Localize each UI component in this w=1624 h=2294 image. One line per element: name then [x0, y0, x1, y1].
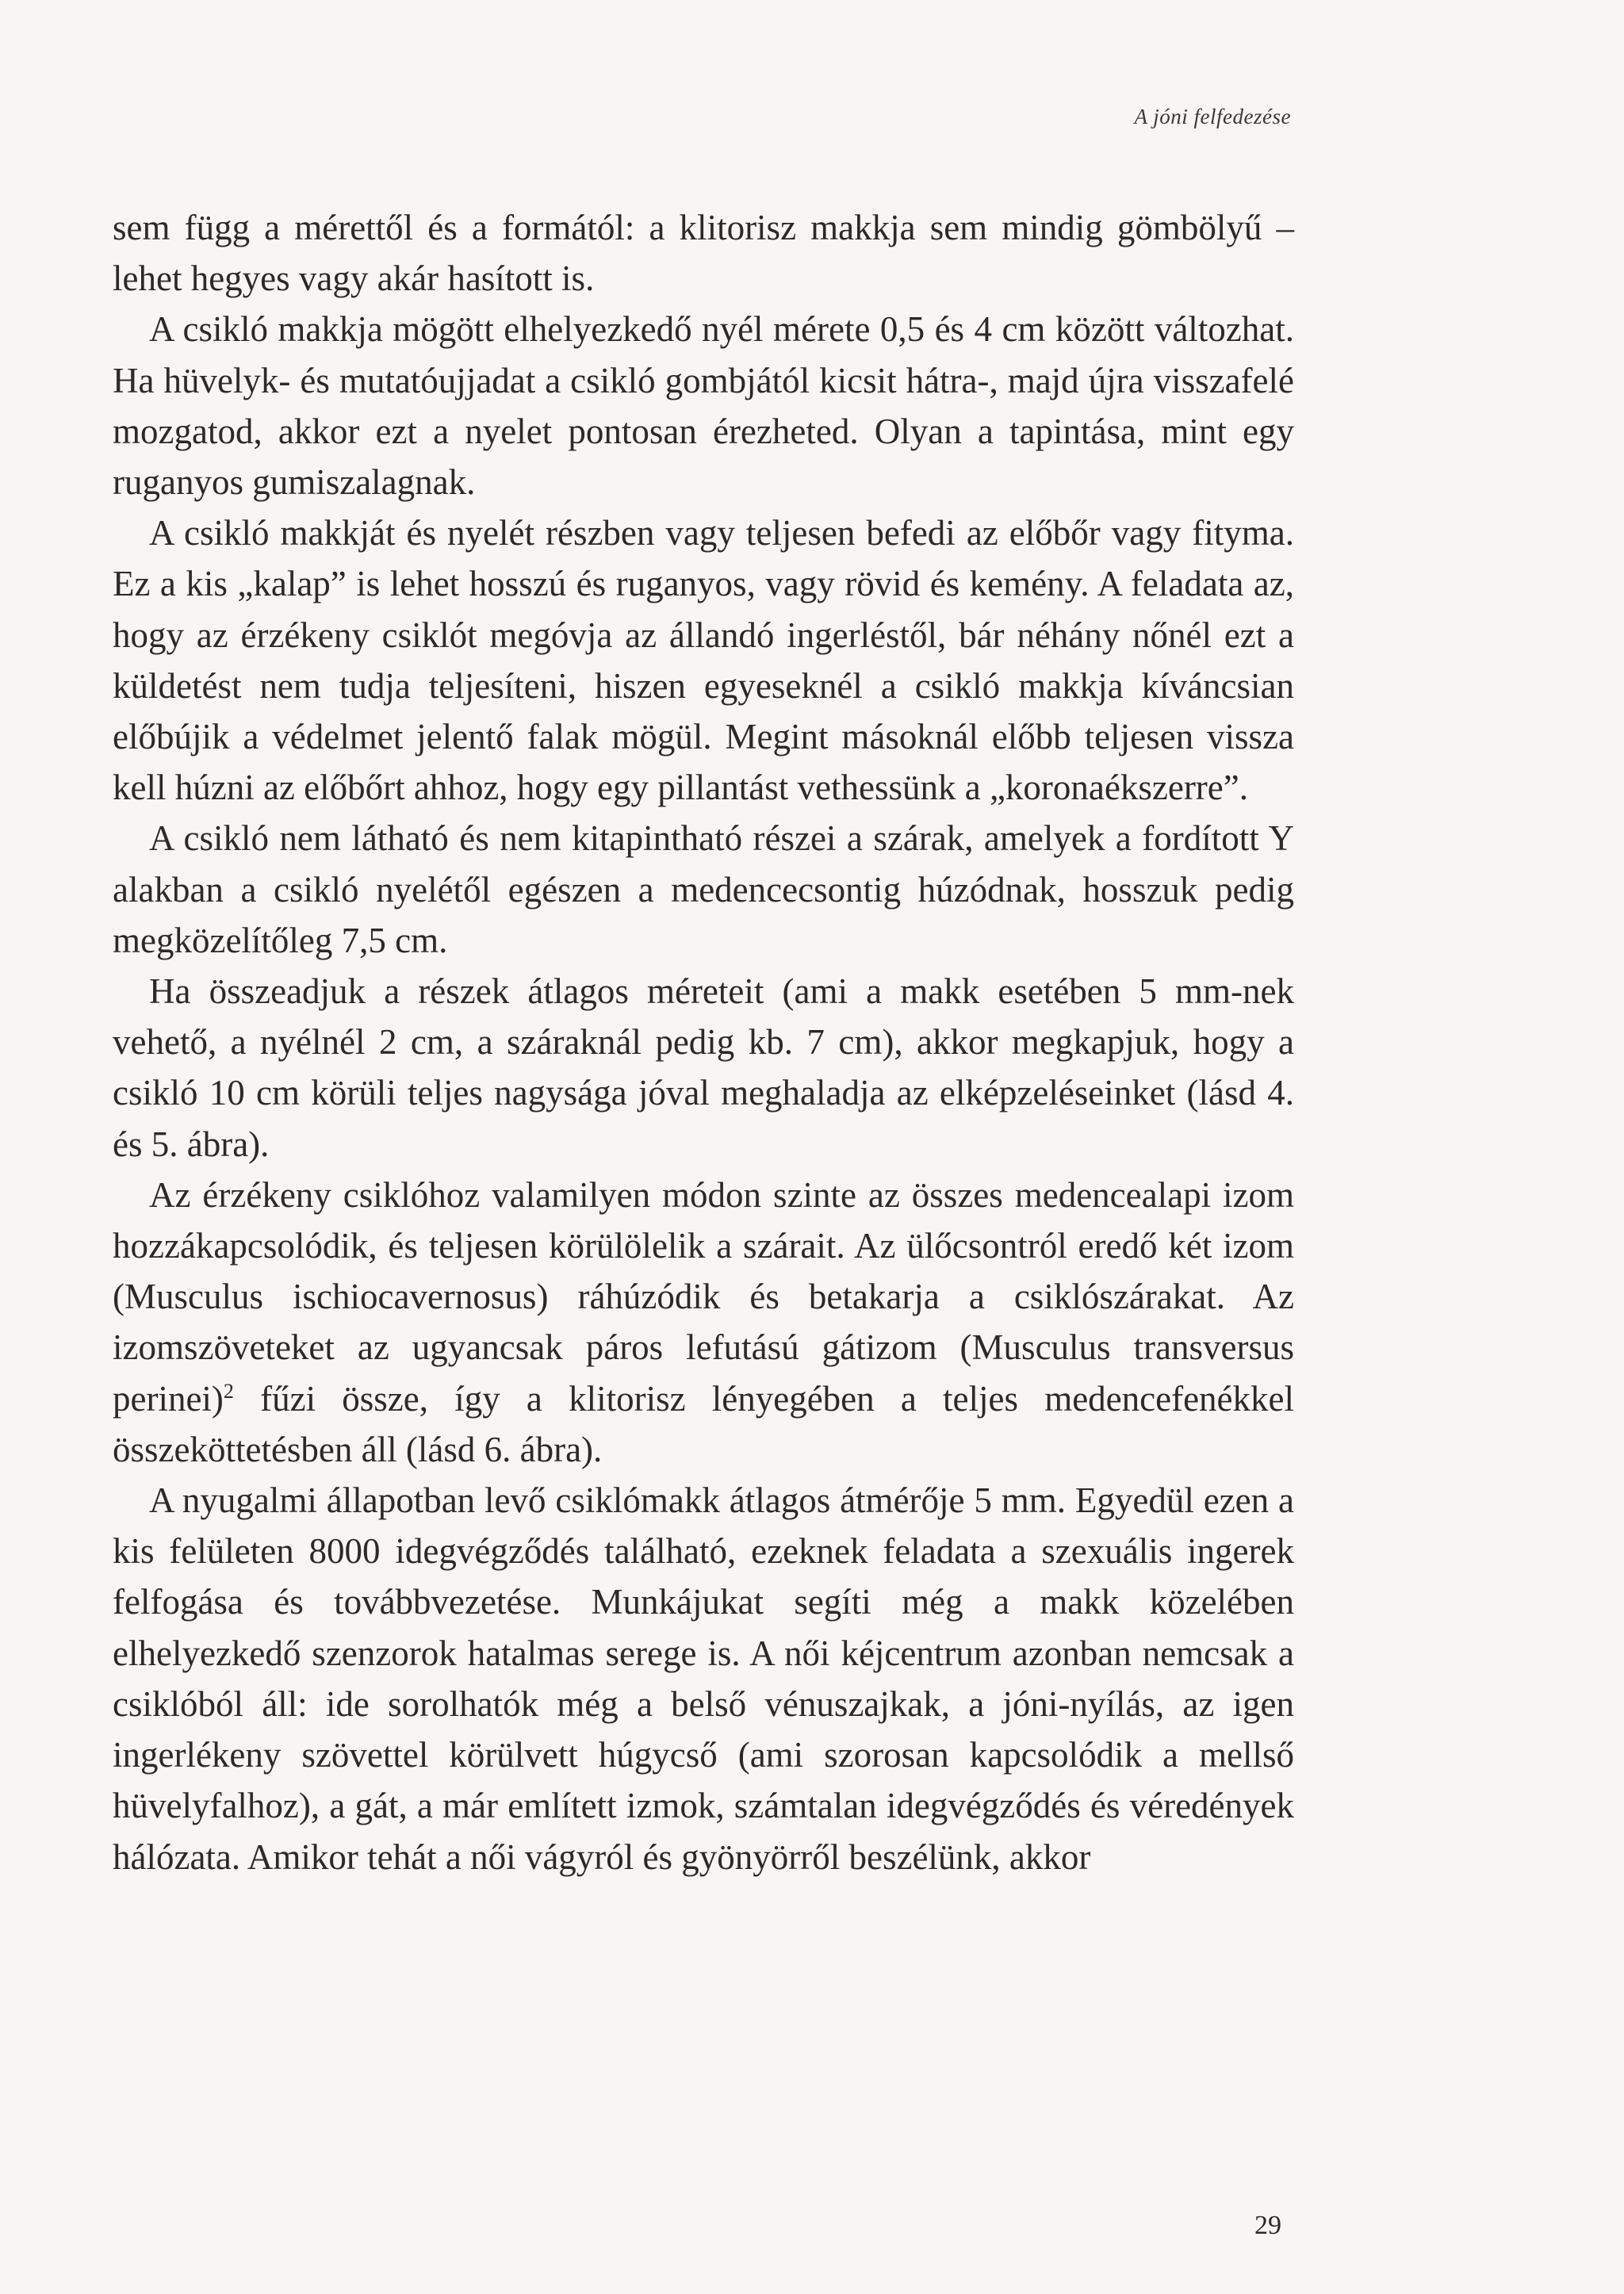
body-text [113, 202, 1294, 1882]
paragraph-2: A csikló makkja mögött elhelyezkedő nyél mérete 0,5 és 4 cm között változhat. Ha hüvelyk- és mutatóujjadat a csikló gombjától kicsit hátra-, majd újra visszafelé mozgatod, akkor ezt a nyelet pontosan érezheted. Olyan a tapintása, mint egy ruganyos gumiszalagnak. [113, 309, 1294, 503]
footnote-marker: 2 [223, 1379, 234, 1403]
page-number: 29 [1254, 2211, 1281, 2240]
running-header: A jóni felfedezése [1134, 105, 1291, 128]
paragraph-5: Ha összeadjuk a részek átlagos méreteit (ami a makk esetében 5 mm-nek vehető, a nyélnél 2 cm, a száraknál pedig kb. 7 cm), akkor megkapjuk, hogy a csikló 10 cm körüli teljes nagysága jóval meghaladja az elképzeléseinket (lásd 4. és 5. ábra). [113, 971, 1294, 1164]
paragraph-7: A nyugalmi állapotban levő csiklómakk átlagos átmérője 5 mm. Egyedül ezen a kis felületen 8000 idegvégződés található, ezeknek feladata a szexuális ingerek felfogása és továbbvezetése. Munkájukat segíti még a makk közelében elhelyezkedő szenzorok hatalmas serege is. A női kéjcentrum azonban nemcsak a csiklóból áll: ide sorolhatók még a belső vénuszajkak, a jóni-nyílás, az igen ingerlékeny szövettel körülvett húgycső (ami szorosan kapcsolódik a mellső hüvelyfalhoz), a gát, a már említett izmok, számtalan idegvégződés és véredények hálózata. Amikor tehát a női vágyról és gyönyörről beszélünk, akkor [113, 1480, 1294, 1877]
paragraph-4: A csikló nem látható és nem kitapintható részei a szárak, amelyek a fordított Y alakban a csikló nyelétől egészen a medencecsontig húzódnak, hosszuk pedig megközelítőleg 7,5 cm. [113, 818, 1294, 960]
paragraph-6 [113, 1170, 1294, 1475]
paragraph-1: sem függ a mérettől és a formától: a klitorisz makkja sem mindig gömbölyű – lehet hegyes vagy akár hasított is. [113, 208, 1294, 299]
paragraph-3: A csikló makkját és nyelét részben vagy teljesen befedi az előbőr vagy fityma. Ez a kis „kalap” is lehet hosszú és ruganyos, vagy rövid és kemény. A feladata az, hogy az érzékeny csiklót megóvja az állandó ingerléstől, bár néhány nőnél ezt a küldetést nem tudja teljesíteni, hiszen egyeseknél a csikló makkja kíváncsian előbújik a védelmet jelentő falak mögül. Megint másoknál előbb teljesen vissza kell húzni az előbőrt ahhoz, hogy egy pillantást vethessünk a „koronaékszerre”. [113, 513, 1294, 808]
paragraph-6-text-after-note: fűzi össze, így a klitorisz lényegében a teljes medencefenékkel összeköttetésben áll (lásd 6. ábra). [113, 1378, 1294, 1469]
paragraph-6-text-before-note: Az érzékeny csiklóhoz valamilyen módon szinte az összes medencealapi izom hozzákapcsolódik, és teljesen körülölelik a szárait. Az ülőcsontról eredő két izom (Musculus ischiocavernosus) ráhúzódik és betakarja a csiklószárakat. Az izomszöveteket az ugyancsak páros lefutású gátizom (Musculus transversus perinei) [113, 1174, 1294, 1419]
